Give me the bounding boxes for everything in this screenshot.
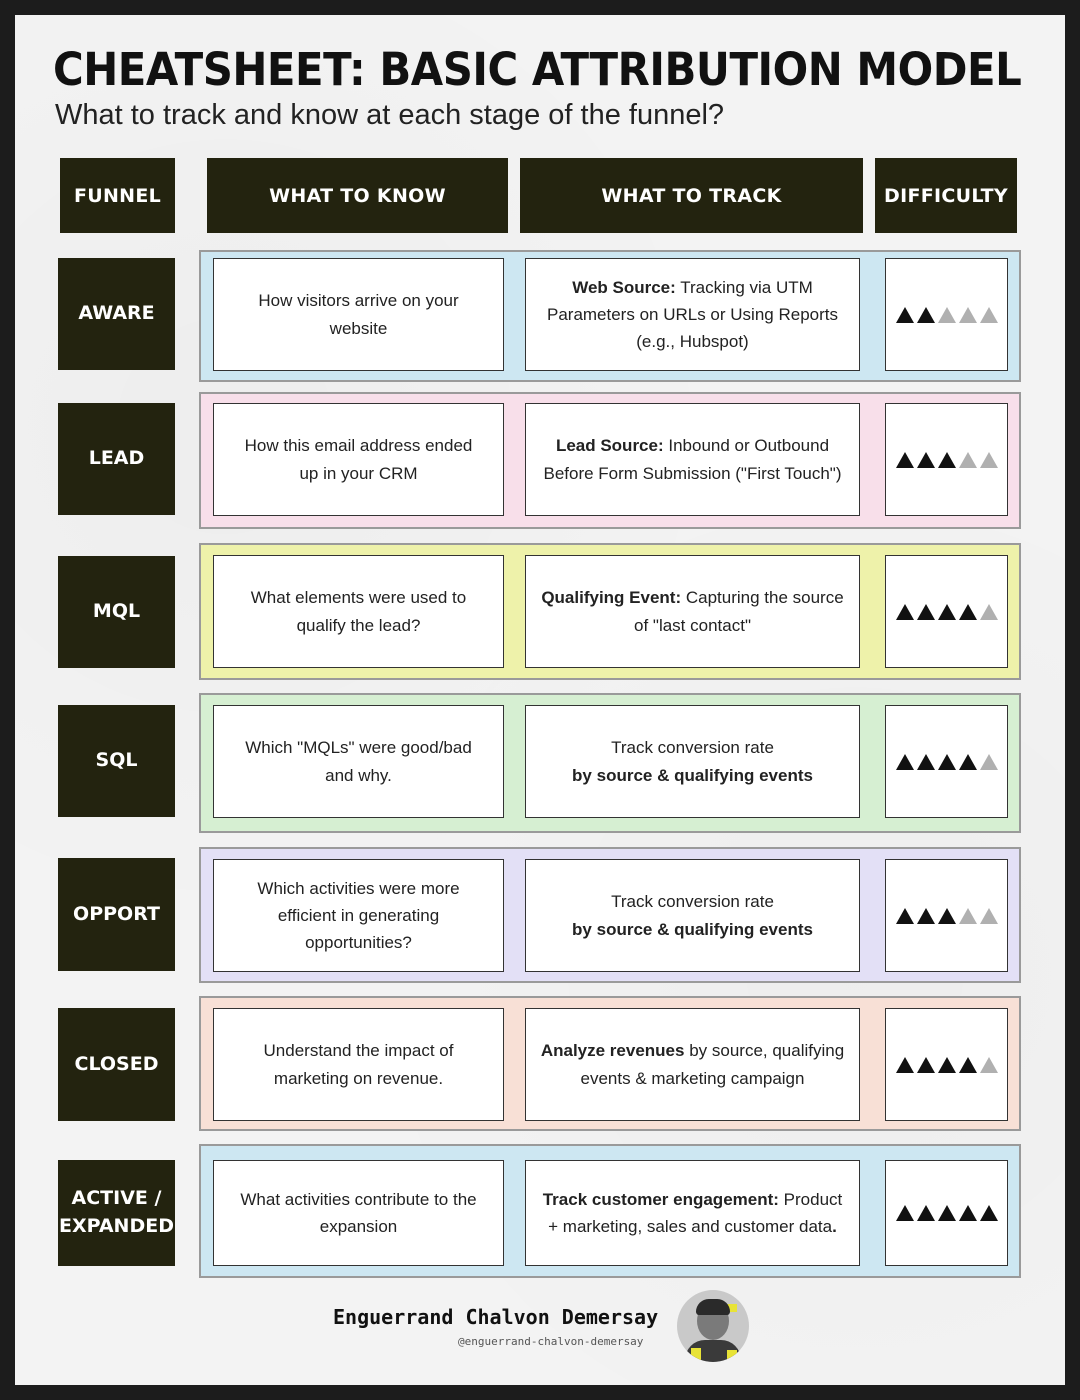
stage-mql: MQL xyxy=(58,556,175,668)
difficulty-triangle-empty-icon xyxy=(980,604,998,620)
stage-closed: CLOSED xyxy=(58,1008,175,1121)
difficulty-triangle-filled-icon xyxy=(980,1205,998,1221)
difficulty-triangle-filled-icon xyxy=(896,452,914,468)
header-difficulty: DIFFICULTY xyxy=(875,158,1017,233)
track-bold: Analyze revenues xyxy=(540,1041,685,1061)
difficulty-triangle-empty-icon xyxy=(959,908,977,924)
header-what-to-know: WHAT TO KNOW xyxy=(207,158,508,233)
difficulty-rating xyxy=(896,908,998,924)
difficulty-triangle-filled-icon xyxy=(938,1205,956,1221)
what-to-know-cell: What elements were used to qualify the lead? xyxy=(213,555,504,668)
difficulty-triangle-filled-icon xyxy=(896,307,914,323)
what-to-know-cell: Which activities were more efficient in generating opportunities? xyxy=(213,859,504,972)
difficulty-triangle-filled-icon xyxy=(917,1057,935,1073)
difficulty-triangle-filled-icon xyxy=(959,604,977,620)
difficulty-cell xyxy=(885,1008,1008,1121)
track-bold: Lead Source: xyxy=(555,436,664,456)
difficulty-cell xyxy=(885,258,1008,371)
difficulty-triangle-filled-icon xyxy=(896,1205,914,1221)
stage-opport: OPPORT xyxy=(58,858,175,971)
track-line1: Track conversion rate xyxy=(611,892,774,912)
difficulty-triangle-filled-icon xyxy=(959,1057,977,1073)
cheatsheet xyxy=(15,15,1065,1385)
difficulty-rating xyxy=(896,754,998,770)
difficulty-triangle-filled-icon xyxy=(896,908,914,924)
track-line1: Track conversion rate xyxy=(611,738,774,758)
what-to-track-cell xyxy=(525,705,860,818)
track-line2: by source & qualifying events xyxy=(572,765,813,785)
difficulty-triangle-filled-icon xyxy=(896,754,914,770)
what-to-know-cell: Understand the impact of marketing on revenue. xyxy=(213,1008,504,1121)
difficulty-triangle-filled-icon xyxy=(959,1205,977,1221)
difficulty-triangle-empty-icon xyxy=(980,1057,998,1073)
what-to-know-cell: How this email address ended up in your CRM xyxy=(213,403,504,516)
stage-lead: LEAD xyxy=(58,403,175,515)
difficulty-triangle-filled-icon xyxy=(959,754,977,770)
what-to-track-cell xyxy=(525,258,860,371)
difficulty-triangle-filled-icon xyxy=(917,1205,935,1221)
row-lead xyxy=(199,392,1021,529)
difficulty-triangle-filled-icon xyxy=(938,1057,956,1073)
difficulty-rating xyxy=(896,452,998,468)
difficulty-triangle-empty-icon xyxy=(980,908,998,924)
difficulty-triangle-empty-icon xyxy=(980,452,998,468)
track-text: Capturing the source of "last contact" xyxy=(634,588,844,635)
stage-sql: SQL xyxy=(58,705,175,817)
what-to-know-cell: How visitors arrive on your website xyxy=(213,258,504,371)
row-sql xyxy=(199,693,1021,833)
header-what-to-track: WHAT TO TRACK xyxy=(520,158,863,233)
difficulty-rating xyxy=(896,604,998,620)
difficulty-triangle-filled-icon xyxy=(896,1057,914,1073)
stage-aware: AWARE xyxy=(58,258,175,370)
track-text: Inbound or Outbound Before Form Submission ("First Touch") xyxy=(543,436,842,483)
row-opport xyxy=(199,847,1021,983)
author-name: Enguerrand Chalvon Demersay xyxy=(333,1305,659,1329)
track-line2: by source & qualifying events xyxy=(572,919,813,939)
what-to-track-cell xyxy=(525,1008,860,1121)
row-mql xyxy=(199,543,1021,680)
track-text: Tracking via UTM Parameters on URLs or Using Reports (e.g., Hubspot) xyxy=(546,277,838,352)
difficulty-triangle-filled-icon xyxy=(938,452,956,468)
track-text: by source, qualifying events & marketing campaign xyxy=(580,1041,845,1088)
difficulty-triangle-filled-icon xyxy=(917,452,935,468)
difficulty-rating xyxy=(896,1205,998,1221)
difficulty-cell xyxy=(885,705,1008,818)
page-title: CHEATSHEET: BASIC ATTRIBUTION MODEL xyxy=(53,43,1022,96)
difficulty-cell xyxy=(885,403,1008,516)
track-bold: Web Source: xyxy=(572,277,676,297)
difficulty-triangle-empty-icon xyxy=(959,452,977,468)
stage-line2: EXPANDED xyxy=(59,1215,174,1237)
difficulty-triangle-filled-icon xyxy=(896,604,914,620)
row-aware xyxy=(199,250,1021,382)
difficulty-cell xyxy=(885,555,1008,668)
difficulty-triangle-empty-icon xyxy=(938,307,956,323)
avatar xyxy=(677,1290,749,1362)
what-to-track-cell xyxy=(525,555,860,668)
what-to-know-cell: Which "MQLs" were good/bad and why. xyxy=(213,705,504,818)
row-active-expanded xyxy=(199,1144,1021,1278)
what-to-track-cell xyxy=(525,403,860,516)
header-funnel: FUNNEL xyxy=(60,158,175,233)
track-end: . xyxy=(832,1217,837,1236)
stage-line1: ACTIVE / xyxy=(71,1187,162,1210)
author-handle[interactable]: @enguerrand-chalvon-demersay xyxy=(458,1335,644,1348)
what-to-track-cell xyxy=(525,859,860,972)
difficulty-cell xyxy=(885,1160,1008,1266)
difficulty-triangle-empty-icon xyxy=(959,307,977,323)
difficulty-triangle-empty-icon xyxy=(980,754,998,770)
difficulty-triangle-empty-icon xyxy=(980,307,998,323)
what-to-track-cell xyxy=(525,1160,860,1266)
track-bold: Track customer engagement: xyxy=(542,1189,779,1209)
difficulty-triangle-filled-icon xyxy=(917,604,935,620)
track-bold: Qualifying Event: xyxy=(541,588,682,608)
what-to-know-cell: What activities contribute to the expansion xyxy=(213,1160,504,1266)
difficulty-rating xyxy=(896,1057,998,1073)
stage-active-expanded xyxy=(58,1160,175,1266)
difficulty-triangle-filled-icon xyxy=(917,307,935,323)
difficulty-rating xyxy=(896,307,998,323)
difficulty-triangle-filled-icon xyxy=(938,604,956,620)
difficulty-triangle-filled-icon xyxy=(917,754,935,770)
track-text: Product + marketing, sales and customer data xyxy=(548,1189,843,1236)
difficulty-triangle-filled-icon xyxy=(938,754,956,770)
difficulty-cell xyxy=(885,859,1008,972)
difficulty-triangle-filled-icon xyxy=(938,908,956,924)
difficulty-triangle-filled-icon xyxy=(917,908,935,924)
row-closed xyxy=(199,996,1021,1131)
page-subtitle: What to track and know at each stage of the funnel? xyxy=(55,99,725,131)
